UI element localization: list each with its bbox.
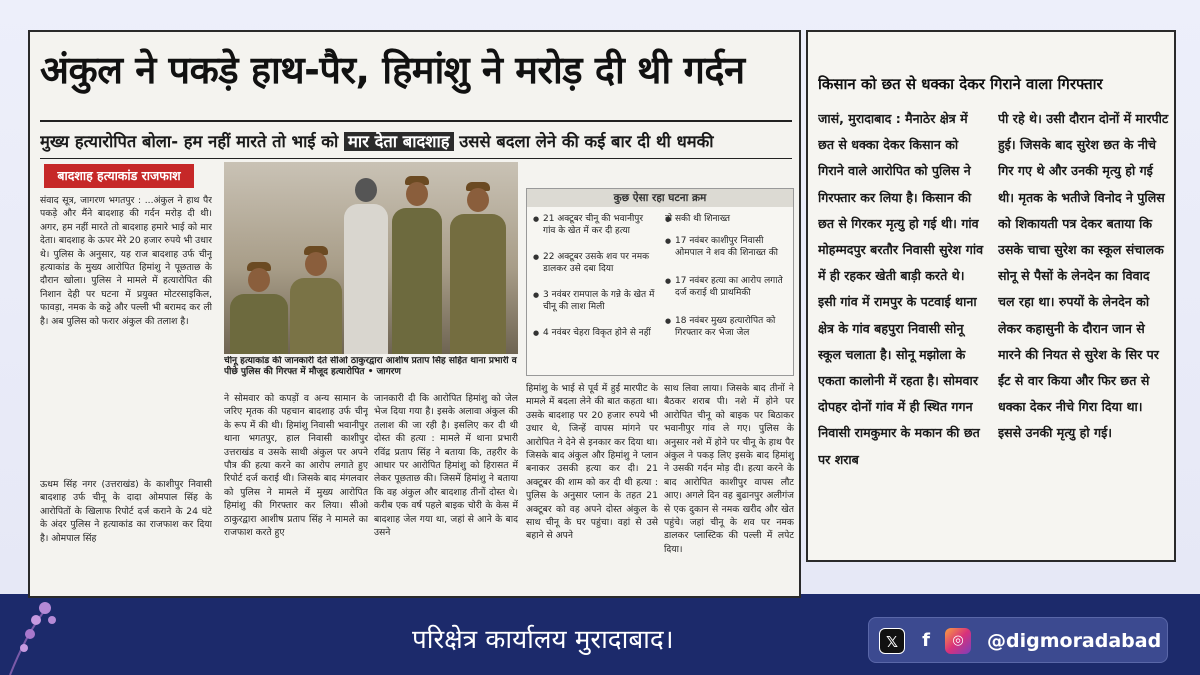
police-officer-figure: [450, 214, 506, 354]
left-news-clipping: [28, 30, 801, 598]
office-name: परिक्षेत्र कार्यालय मुरादाबाद।: [412, 625, 674, 655]
divider: [40, 120, 792, 122]
headline: अंकुल ने पकड़े हाथ-पैर, हिमांशु ने मरोड़ दी थी गर्दन: [40, 48, 745, 92]
story-tag: बादशाह हत्याकांड राजफाश: [44, 164, 194, 188]
timeline-item: ● 4 नवंबर चेहरा विकृत होने से नहीं: [533, 327, 657, 361]
x-icon[interactable]: 𝕏: [879, 628, 905, 654]
right-news-clipping: [806, 30, 1176, 562]
timeline-item: ● 22 अक्टूबर उसके शव पर नमक डालकर उसे दबा दिया: [533, 251, 657, 285]
instagram-icon[interactable]: ◎: [945, 628, 971, 654]
right-article-column-1: जासं, मुरादाबाद : मैनाठेर क्षेत्र में छत से धक्का देकर किसान को गिराने वाले आरोपित को पुलिस ने गिरफ्तार कर लिया है। किसान की छत से गिरकर मृत्यु हो गई थी। गांव मोहम्मदपुर बरतौर निवासी सुरेश गांव में ही रहकर खेती बाड़ी करते थे। इसी गांव में रामपुर के पटवाई थाना क्षेत्र के गांव बहपुरा निवासी सोनू स्कूल चलाता है। सोनू मझोला के एकता कालोनी में रहता है। सोमवार दोपहर दोनों गांव में ही स्थित गगन निवासी रामकुमार के मकान की छत पर शराब: [818, 111, 984, 467]
facebook-icon[interactable]: f: [922, 630, 930, 651]
subhead: [40, 128, 792, 156]
right-article-column-2: पी रहे थे। उसी दौरान दोनों में मारपीट हुई। जिसके बाद सुरेश छत के नीचे गिर गए थे और उनकी मृत्यु हो गई थी। मृतक के भतीजे विनोद ने पुलिस को शिकायती पत्र देकर बताया कि उसके चाचा सुरेश का स्कूल संचालक सोनू से पैसों के लेनदेन का विवाद चल रहा था। रुपयों के लेनदेन को लेकर कहासुनी के दौरान जान से मारने की नियत से सुरेश के सिर पर ईंट से वार किया और फिर छत से धक्का देकर नीचे गिरा दिया था। इससे उनकी मृत्यु हो गई।: [998, 111, 1169, 441]
article-column-2: ने सोमवार को कपड़ों व अन्य सामान के जरिए मृतक की पहचान बादशाह उर्फ चीनू के रूप में की थी। हिमांशु निवासी भवानीपुर थाना भगतपुर, हाल निवासी काशीपुर उत्तराखंड व उसके साथी अंकुल पर अपने पौत्र की हत्या करने का आरोप लगाते हुए रिपोर्ट दर्ज कराई थी। जिसके बाद मंगलवार को पुलिस ने मामले में मुख्य आरोपित हिमांशु की गिरफ्तार कर लिया। सीओ ठाकुरद्वारा आशीष प्रताप सिंह ने मामले का राजफाश करते हुए: [224, 393, 368, 539]
article-column-1-bottom: ऊधम सिंह नगर (उत्तराखंड) के काशीपुर निवासी बादशाह उर्फ चीनू के दादा ओमपाल सिंह के आरोपितों के खिलाफ रिपोर्ट दर्ज कराने के 24 घंटे के अंदर पुलिस ने हत्याकांड का राजफाश कर दिया है। ओमपाल सिंह: [40, 479, 212, 544]
divider: [40, 158, 792, 159]
photo-caption: चीनू हत्याकांड की जानकारी देते सीओ ठाकुरद्वारा आशीष प्रताप सिंह सहित थाना प्रभारी व पीछे पुलिस की गिरफ्त में मौजूद हत्यारोपित • जागरण: [224, 356, 517, 377]
police-officer-figure: [230, 294, 288, 354]
timeline-item: ● 3 नवंबर रामपाल के गन्ने के खेत में चीनू की लाश मिली: [533, 289, 657, 323]
article-column-3: जानकारी दी कि आरोपित हिमांशु को जेल भेज दिया गया है। इसके अलावा अंकुल की तलाश की जा रही है। इसलिए कर दी थी दोस्त की हत्या : मामले में थाना प्रभारी रविंद्र प्रताप सिंह ने बताया कि, तहरीर के आधार पर आरोपित हिमांशु को हिरासत में लेकर पूछताछ की। जिसमें हिमांशु ने बताया कि वह अंकुल और बादशाह तीनों दोस्त थे। करीब एक वर्ष पहले बाइक चोरी के केस में बादशाह जेल गया था, जहां से आने के बाद उसने: [374, 393, 518, 539]
right-headline: किसान को छत से धक्का देकर गिराने वाला गिरफ्तार: [818, 75, 1103, 93]
subhead-highlight: मार देता बादशाह: [344, 132, 454, 151]
timeline-item: ● 21 अक्टूबर चीनू की भवानीपुर गांव के खेत में कर दी हत्या: [533, 213, 657, 247]
article-column-1: संवाद सूत्र, जागरण भगतपुर : ...अंकुल ने हाथ पैर पकड़े और मैंने बादशाह की गर्दन मरोड़ दी थी। अगर, हम नहीं मारते तो बादशाह हमारे भाई को मार देता। बादशाह के ऊपर मेरे 20 हजार रुपये भी उधार थे। पुलिस के अनुसार, यह राज बादशाह उर्फ चीनू हत्याकांड के मुख्य आरोपित हिमांशु ने पूछताछ के दौरान खोला। पुलिस ने मामले में हत्यारोपित की निशान देही पर घटना में प्रयुक्त मोटरसाइकिल, फावड़ा, नमक के कट्टे और पल्ली भी बरामद कर ली है। अब पुलिस को फरार अंकुल की तलाश है।: [40, 195, 212, 327]
social-handle[interactable]: @digmoradabad: [987, 630, 1162, 652]
article-column-5: साथ लिवा लाया। जिसके बाद तीनों ने बैठकर शराब पी। नशे में होने पर आरोपित चीनू को बाइक पर बिठाकर भवानीपुर गांव ले गए। पुलिस के अनुसार नशे में होने पर चीनू के हाथ पैर अंकुल ने पकड़ लिए इसके बाद हिमांशु ने उसकी गर्दन मोड़ दी। हत्या करने के बाद आरोपित काशीपुर वापस लौट आए। अगले दिन वह बुढानपुर अलीगंज से एक दुकान से नमक खरीद और खेत पहुंचे। जहां चीनू के शव पर नमक डालकर प्लास्टिक की पल्ली में लपेट दिया।: [664, 383, 794, 555]
timeline-item: ● 18 नवंबर मुख्य हत्यारोपित को गिरफ्तार कर भेजा जेल: [665, 315, 789, 349]
article-column-4: हिमांशु के भाई से पूर्व में हुई मारपीट के मामले में बदला लेने की बात कहता था। उसके बादशाह पर 20 हजार रुपये भी उधार थे, जिन्हें वापस मांगने पर आरोपित ने देने से इनकार कर दिया था। जिसके बाद अंकुल और हिमांशु ने प्लान बनाकर उसकी हत्या कर दी। 21 अक्टूबर की शाम को कर दी थी हत्या : पुलिस के अनुसार प्लान के तहत 21 अक्टूबर को वह अपने दोस्त अंकुल के साथ चीनू के घर पहुंचा। वहां से उसे बहाने से अपने: [526, 383, 658, 542]
accused-figure: [344, 204, 388, 354]
timeline-item: ● 17 नवंबर काशीपुर निवासी ओमपाल ने शव की शिनाख्त की: [665, 235, 789, 269]
timeline-item-continued: ● हो सकी थी शिनाख्त: [665, 213, 789, 229]
timeline-box: [526, 188, 794, 376]
police-officer-figure: [290, 278, 342, 354]
flower-decoration-icon: [0, 590, 80, 675]
subhead-before: मुख्य हत्यारोपित बोला- हम नहीं मारते तो भाई को: [40, 132, 339, 151]
social-bar: [868, 617, 1168, 663]
timeline-title: कुछ ऐसा रहा घटना क्रम: [527, 189, 793, 207]
subhead-after: उससे बदला लेने की कई बार दी थी धमकी: [459, 132, 714, 151]
news-photo: [224, 162, 518, 354]
police-officer-figure: [392, 208, 442, 354]
timeline-item: ● 17 नवंबर हत्या का आरोप लगाते दर्ज कराई थी प्राथमिकी: [665, 275, 789, 309]
